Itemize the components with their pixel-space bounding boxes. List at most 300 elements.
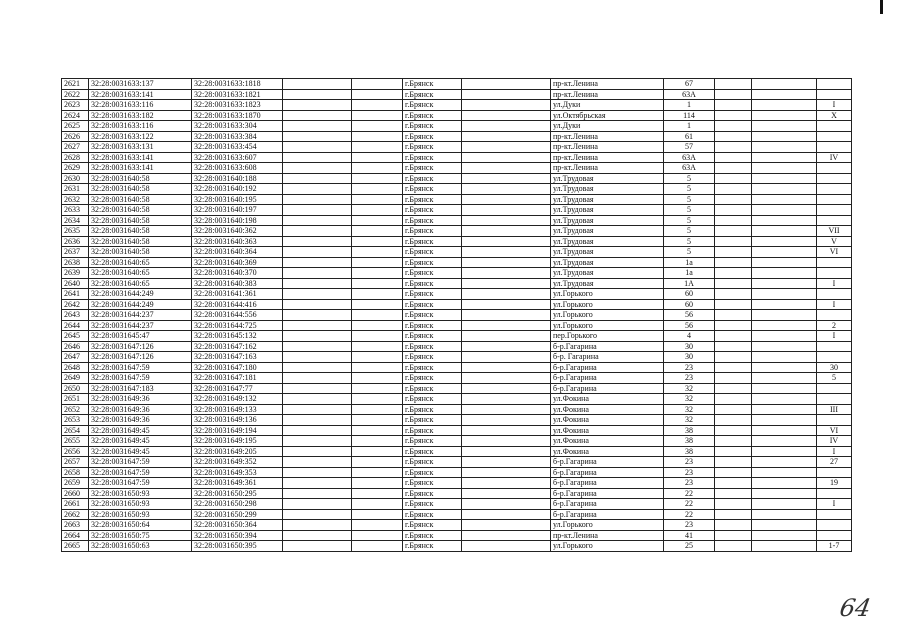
premises-cadastral-cell: 32:28:0031650:298 [192,499,283,510]
empty-cell [283,163,352,174]
empty-cell [752,331,817,342]
empty-cell [352,278,403,289]
apartment-cell [817,310,852,321]
empty-cell [352,289,403,300]
empty-cell [283,79,352,90]
empty-cell [352,142,403,153]
building-cadastral-cell: 32:28:0031649:45 [89,436,192,447]
empty-cell [352,341,403,352]
table-row [62,152,852,163]
street-cell: пр-кт.Ленина [551,89,664,100]
street-cell: пер.Горького [551,331,664,342]
empty-cell [462,152,551,163]
building-cadastral-cell: 32:28:0031647:59 [89,362,192,373]
table-row [62,499,852,510]
empty-cell [283,509,352,520]
empty-cell [752,404,817,415]
house-number-cell: 23 [664,457,715,468]
empty-cell [283,310,352,321]
city-cell: г.Брянск [403,394,462,405]
empty-cell [752,373,817,384]
house-number-cell: 114 [664,110,715,121]
empty-cell [752,415,817,426]
empty-cell [462,236,551,247]
row-number-cell: 2654 [62,425,89,436]
empty-cell [462,278,551,289]
house-number-cell: 1а [664,257,715,268]
table-row [62,89,852,100]
empty-cell [283,152,352,163]
empty-cell [715,310,752,321]
row-number-cell: 2644 [62,320,89,331]
empty-cell [715,236,752,247]
empty-cell [352,79,403,90]
premises-cadastral-cell: 32:28:0031650:395 [192,541,283,552]
city-cell: г.Брянск [403,100,462,111]
empty-cell [462,89,551,100]
row-number-cell: 2663 [62,520,89,531]
apartment-cell [817,488,852,499]
house-number-cell: 5 [664,236,715,247]
empty-cell [462,341,551,352]
empty-cell [462,205,551,216]
empty-cell [462,320,551,331]
city-cell: г.Брянск [403,352,462,363]
street-cell: ул.Октябрьская [551,110,664,121]
apartment-cell [817,394,852,405]
building-cadastral-cell: 32:28:0031649:45 [89,446,192,457]
building-cadastral-cell: 32:28:0031647:183 [89,383,192,394]
empty-cell [462,373,551,384]
empty-cell [283,541,352,552]
apartment-cell: VII [817,226,852,237]
empty-cell [462,194,551,205]
city-cell: г.Брянск [403,110,462,121]
empty-cell [752,352,817,363]
building-cadastral-cell: 32:28:0031644:237 [89,320,192,331]
empty-cell [752,467,817,478]
house-number-cell: 23 [664,467,715,478]
building-cadastral-cell: 32:28:0031640:65 [89,268,192,279]
empty-cell [715,247,752,258]
table-row [62,320,852,331]
empty-cell [715,457,752,468]
table-row [62,394,852,405]
empty-cell [283,478,352,489]
house-number-cell: 32 [664,415,715,426]
empty-cell [715,142,752,153]
premises-cadastral-cell: 32:28:0031650:394 [192,530,283,541]
house-number-cell: 1 [664,121,715,132]
house-number-cell: 22 [664,509,715,520]
house-number-cell: 41 [664,530,715,541]
empty-cell [715,110,752,121]
empty-cell [715,467,752,478]
house-number-cell: 32 [664,383,715,394]
building-cadastral-cell: 32:28:0031640:58 [89,194,192,205]
city-cell: г.Брянск [403,404,462,415]
city-cell: г.Брянск [403,310,462,321]
empty-cell [283,89,352,100]
building-cadastral-cell: 32:28:0031640:58 [89,236,192,247]
house-number-cell: 38 [664,425,715,436]
house-number-cell: 61 [664,131,715,142]
building-cadastral-cell: 32:28:0031650:93 [89,488,192,499]
empty-cell [283,520,352,531]
city-cell: г.Брянск [403,257,462,268]
register-body [62,79,852,552]
street-cell: б-р.Гагарина [551,499,664,510]
empty-cell [752,121,817,132]
table-row [62,226,852,237]
empty-cell [462,100,551,111]
building-cadastral-cell: 32:28:0031633:141 [89,89,192,100]
empty-cell [352,194,403,205]
empty-cell [462,79,551,90]
empty-cell [715,79,752,90]
empty-cell [462,268,551,279]
empty-cell [352,268,403,279]
table-row [62,236,852,247]
house-number-cell: 5 [664,215,715,226]
city-cell: г.Брянск [403,268,462,279]
empty-cell [283,173,352,184]
empty-cell [715,478,752,489]
premises-cadastral-cell: 32:28:0031644:725 [192,320,283,331]
premises-cadastral-cell: 32:28:0031649:133 [192,404,283,415]
empty-cell [715,415,752,426]
premises-cadastral-cell: 32:28:0031640:198 [192,215,283,226]
empty-cell [352,163,403,174]
empty-cell [462,436,551,447]
empty-cell [283,268,352,279]
empty-cell [715,215,752,226]
table-row [62,530,852,541]
row-number-cell: 2633 [62,205,89,216]
empty-cell [352,236,403,247]
empty-cell [462,247,551,258]
apartment-cell: I [817,331,852,342]
empty-cell [352,226,403,237]
city-cell: г.Брянск [403,520,462,531]
building-cadastral-cell: 32:28:0031649:36 [89,404,192,415]
empty-cell [752,541,817,552]
city-cell: г.Брянск [403,278,462,289]
building-cadastral-cell: 32:28:0031644:249 [89,299,192,310]
empty-cell [352,215,403,226]
empty-cell [283,289,352,300]
apartment-cell: 19 [817,478,852,489]
row-number-cell: 2657 [62,457,89,468]
building-cadastral-cell: 32:28:0031640:58 [89,215,192,226]
empty-cell [462,394,551,405]
premises-cadastral-cell: 32:28:0031640:364 [192,247,283,258]
empty-cell [715,520,752,531]
premises-cadastral-cell: 32:28:0031633:1818 [192,79,283,90]
table-row [62,310,852,321]
house-number-cell: 1А [664,278,715,289]
premises-cadastral-cell: 32:28:0031640:188 [192,173,283,184]
empty-cell [352,184,403,195]
house-number-cell: 56 [664,320,715,331]
row-number-cell: 2623 [62,100,89,111]
building-cadastral-cell: 32:28:0031644:237 [89,310,192,321]
empty-cell [283,121,352,132]
row-number-cell: 2647 [62,352,89,363]
empty-cell [462,530,551,541]
empty-cell [715,404,752,415]
premises-cadastral-cell: 32:28:0031649:352 [192,457,283,468]
city-cell: г.Брянск [403,331,462,342]
apartment-cell: I [817,446,852,457]
city-cell: г.Брянск [403,436,462,447]
building-cadastral-cell: 32:28:0031644:249 [89,289,192,300]
empty-cell [715,394,752,405]
city-cell: г.Брянск [403,89,462,100]
empty-cell [283,184,352,195]
empty-cell [715,89,752,100]
empty-cell [752,89,817,100]
house-number-cell: 5 [664,173,715,184]
house-number-cell: 5 [664,194,715,205]
building-cadastral-cell: 32:28:0031647:126 [89,352,192,363]
row-number-cell: 2626 [62,131,89,142]
row-number-cell: 2629 [62,163,89,174]
house-number-cell: 23 [664,373,715,384]
street-cell: ул.Трудовая [551,184,664,195]
row-number-cell: 2636 [62,236,89,247]
apartment-cell: V [817,236,852,247]
empty-cell [752,446,817,457]
building-cadastral-cell: 32:28:0031647:126 [89,341,192,352]
street-cell: ул.Трудовая [551,226,664,237]
empty-cell [752,205,817,216]
city-cell: г.Брянск [403,457,462,468]
city-cell: г.Брянск [403,173,462,184]
house-number-cell: 23 [664,362,715,373]
house-number-cell: 63А [664,163,715,174]
city-cell: г.Брянск [403,362,462,373]
street-cell: ул.Трудовая [551,194,664,205]
row-number-cell: 2659 [62,478,89,489]
table-row [62,215,852,226]
row-number-cell: 2624 [62,110,89,121]
street-cell: пр-кт.Ленина [551,131,664,142]
empty-cell [462,404,551,415]
building-cadastral-cell: 32:28:0031633:182 [89,110,192,121]
premises-cadastral-cell: 32:28:0031649:195 [192,436,283,447]
empty-cell [462,163,551,174]
apartment-cell [817,194,852,205]
street-cell: ул.Горького [551,520,664,531]
empty-cell [283,278,352,289]
building-cadastral-cell: 32:28:0031640:65 [89,257,192,268]
empty-cell [715,331,752,342]
empty-cell [462,110,551,121]
empty-cell [752,520,817,531]
empty-cell [283,110,352,121]
empty-cell [715,499,752,510]
table-row [62,142,852,153]
empty-cell [752,436,817,447]
street-cell: ул.Дуки [551,121,664,132]
table-row [62,268,852,279]
table-row [62,373,852,384]
row-number-cell: 2665 [62,541,89,552]
street-cell: б-р.Гагарина [551,457,664,468]
empty-cell [462,121,551,132]
row-number-cell: 2635 [62,226,89,237]
table-row [62,404,852,415]
city-cell: г.Брянск [403,194,462,205]
empty-cell [752,478,817,489]
street-cell: ул.Трудовая [551,173,664,184]
empty-cell [752,299,817,310]
building-cadastral-cell: 32:28:0031650:93 [89,499,192,510]
street-cell: пр-кт.Ленина [551,152,664,163]
apartment-cell [817,131,852,142]
premises-cadastral-cell: 32:28:0031640:383 [192,278,283,289]
building-cadastral-cell: 32:28:0031633:141 [89,163,192,174]
row-number-cell: 2637 [62,247,89,258]
building-cadastral-cell: 32:28:0031649:36 [89,394,192,405]
street-cell: ул.Фокина [551,415,664,426]
street-cell: пр-кт.Ленина [551,79,664,90]
empty-cell [283,142,352,153]
empty-cell [715,436,752,447]
premises-cadastral-cell: 32:28:0031649:205 [192,446,283,457]
apartment-cell: IV [817,436,852,447]
empty-cell [715,163,752,174]
table-row [62,299,852,310]
empty-cell [462,509,551,520]
empty-cell [352,541,403,552]
row-number-cell: 2638 [62,257,89,268]
empty-cell [352,446,403,457]
house-number-cell: 60 [664,299,715,310]
empty-cell [715,289,752,300]
city-cell: г.Брянск [403,341,462,352]
premises-cadastral-cell: 32:28:0031649:353 [192,467,283,478]
premises-cadastral-cell: 32:28:0031647:163 [192,352,283,363]
row-number-cell: 2645 [62,331,89,342]
house-number-cell: 5 [664,226,715,237]
empty-cell [352,499,403,510]
empty-cell [752,278,817,289]
apartment-cell [817,341,852,352]
empty-cell [283,394,352,405]
apartment-cell [817,415,852,426]
building-cadastral-cell: 32:28:0031649:36 [89,415,192,426]
empty-cell [752,509,817,520]
empty-cell [715,362,752,373]
street-cell: б-р.Гагарина [551,341,664,352]
house-number-cell: 22 [664,499,715,510]
building-cadastral-cell: 32:28:0031647:59 [89,478,192,489]
empty-cell [352,131,403,142]
premises-cadastral-cell: 32:28:0031640:369 [192,257,283,268]
city-cell: г.Брянск [403,488,462,499]
empty-cell [283,425,352,436]
empty-cell [462,142,551,153]
city-cell: г.Брянск [403,299,462,310]
house-number-cell: 38 [664,446,715,457]
table-row [62,278,852,289]
building-cadastral-cell: 32:28:0031650:63 [89,541,192,552]
city-cell: г.Брянск [403,530,462,541]
empty-cell [715,257,752,268]
empty-cell [352,100,403,111]
city-cell: г.Брянск [403,446,462,457]
row-number-cell: 2646 [62,341,89,352]
empty-cell [462,467,551,478]
table-row [62,79,852,90]
empty-cell [752,110,817,121]
row-number-cell: 2634 [62,215,89,226]
empty-cell [752,226,817,237]
empty-cell [283,446,352,457]
empty-cell [283,226,352,237]
premises-cadastral-cell: 32:28:0031641:361 [192,289,283,300]
empty-cell [715,184,752,195]
apartment-cell: 1-7 [817,541,852,552]
empty-cell [462,478,551,489]
empty-cell [752,310,817,321]
empty-cell [283,100,352,111]
empty-cell [352,373,403,384]
apartment-cell: 5 [817,373,852,384]
empty-cell [715,121,752,132]
premises-cadastral-cell: 32:28:0031633:1870 [192,110,283,121]
premises-cadastral-cell: 32:28:0031649:194 [192,425,283,436]
empty-cell [752,247,817,258]
building-cadastral-cell: 32:28:0031633:141 [89,152,192,163]
city-cell: г.Брянск [403,163,462,174]
empty-cell [715,278,752,289]
empty-cell [462,310,551,321]
empty-cell [352,152,403,163]
apartment-cell [817,530,852,541]
building-cadastral-cell: 32:28:0031650:75 [89,530,192,541]
street-cell: ул.Фокина [551,394,664,405]
empty-cell [715,425,752,436]
empty-cell [462,446,551,457]
premises-cadastral-cell: 32:28:0031647:181 [192,373,283,384]
building-cadastral-cell: 32:28:0031633:122 [89,131,192,142]
house-number-cell: 22 [664,488,715,499]
empty-cell [752,215,817,226]
empty-cell [352,488,403,499]
building-cadastral-cell: 32:28:0031633:137 [89,79,192,90]
row-number-cell: 2656 [62,446,89,457]
empty-cell [283,436,352,447]
table-row [62,436,852,447]
table-row [62,478,852,489]
empty-cell [462,289,551,300]
empty-cell [283,320,352,331]
table-row [62,352,852,363]
street-cell: ул.Горького [551,310,664,321]
empty-cell [715,226,752,237]
table-row [62,331,852,342]
building-cadastral-cell: 32:28:0031640:58 [89,173,192,184]
empty-cell [352,299,403,310]
street-cell: ул.Горького [551,289,664,300]
house-number-cell: 5 [664,205,715,216]
empty-cell [752,152,817,163]
empty-cell [462,257,551,268]
street-cell: ул.Фокина [551,425,664,436]
